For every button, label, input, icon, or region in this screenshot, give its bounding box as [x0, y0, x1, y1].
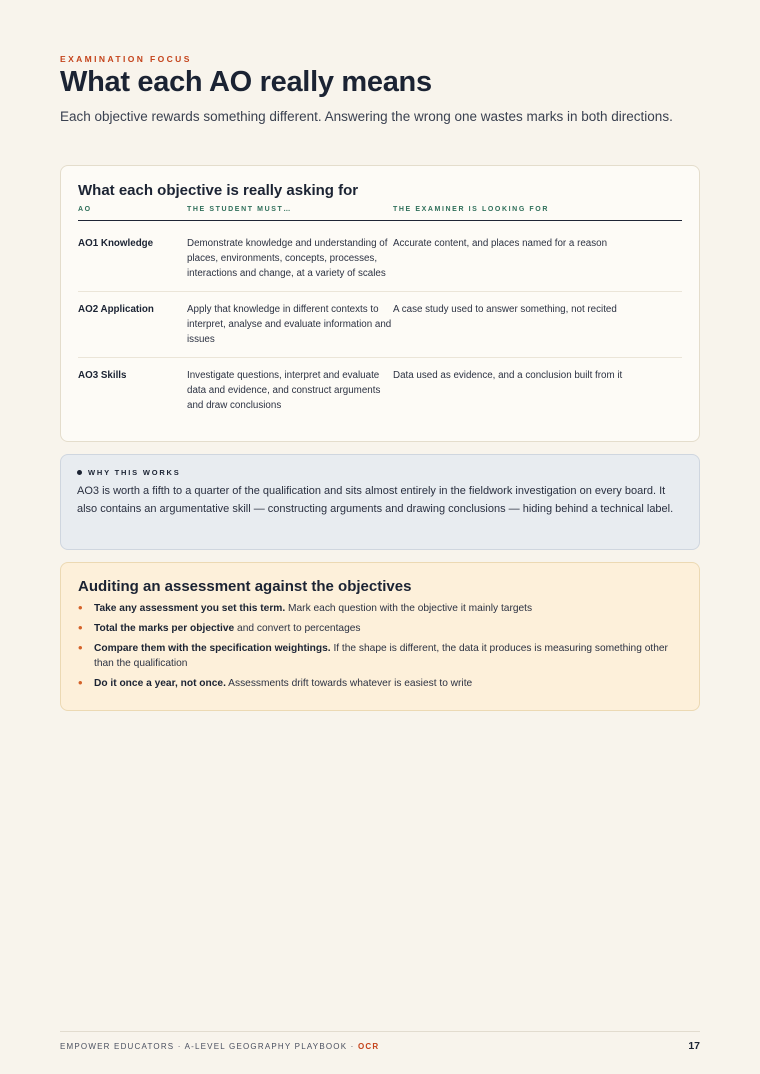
auditing-list: [78, 601, 682, 691]
why-text: AO3 is worth a fifth to a quarter of the qualification and sits almost entirely in the fieldwork investigation on every board. It also contains an argumentative skill — constructing arguments and drawing conclusions — hiding behind a technical label.: [77, 485, 674, 515]
bullet-dot-icon: [77, 470, 82, 475]
auditing-title: Auditing an assessment against the objectives: [78, 578, 412, 595]
bullet-icon: •: [78, 640, 83, 655]
table-row: [78, 358, 682, 423]
ao-name: AO1 Knowledge: [78, 238, 154, 249]
item-bold: Do it once a year, not once.: [94, 678, 226, 689]
column-header-ao: AO: [78, 206, 92, 213]
footer-text: EMPOWER EDUCATORS · A-LEVEL GEOGRAPHY PLAYBOOK ·: [60, 1041, 358, 1051]
table-header: [78, 206, 682, 221]
column-header-student: THE STUDENT MUST…: [187, 206, 292, 213]
table-row: [78, 221, 682, 292]
auditing-card: [60, 562, 700, 711]
item-rest: and convert to percentages: [234, 623, 361, 634]
item-bold: Compare them with the specification weightings.: [94, 643, 331, 654]
item-rest: If the shape is different, the data it produces is measuring something other than the qualification: [94, 643, 668, 669]
list-item: [78, 621, 682, 636]
item-rest: Assessments drift towards whatever is easiest to write: [225, 678, 473, 689]
bullet-icon: •: [78, 620, 83, 635]
ao-name: AO2 Application: [78, 304, 154, 315]
page-title: What each AO really means: [60, 66, 432, 98]
bullet-icon: •: [78, 600, 83, 615]
objectives-card: [60, 165, 700, 442]
column-header-examiner: THE EXAMINER IS LOOKING FOR: [393, 206, 549, 213]
section-eyebrow: EXAMINATION FOCUS: [60, 54, 192, 64]
why-label: WHY THIS WORKS: [88, 468, 181, 477]
list-item: [78, 641, 682, 671]
bullet-icon: •: [78, 675, 83, 690]
objectives-card-title: What each objective is really asking for: [78, 182, 359, 199]
why-this-works-callout: [60, 454, 700, 550]
student-must: Demonstrate knowledge and understanding of places, environments, concepts, processes, interactions and change, at a variety of scales: [187, 238, 388, 279]
item-bold: Take any assessment you set this term.: [94, 603, 286, 614]
page-footer: [60, 1031, 700, 1052]
item-rest: Mark each question with the objective it mainly targets: [285, 603, 533, 614]
item-bold: Total the marks per objective: [94, 623, 235, 634]
list-item: [78, 601, 682, 616]
examiner-looking-for: A case study used to answer something, not recited: [393, 304, 617, 315]
table-row: [78, 292, 682, 358]
list-item: [78, 676, 682, 691]
examiner-looking-for: Data used as evidence, and a conclusion built from it: [393, 370, 623, 381]
page-number: 17: [688, 1040, 700, 1052]
footer-brand: OCR: [357, 1041, 380, 1051]
examiner-looking-for: Accurate content, and places named for a reason: [393, 238, 608, 249]
student-must: Apply that knowledge in different contexts to interpret, analyse and evaluate information and issues: [187, 304, 392, 345]
page: [60, 0, 700, 1074]
page-subtitle: Each objective rewards something different. Answering the wrong one wastes marks in both directions.: [60, 109, 673, 124]
student-must: Investigate questions, interpret and evaluate data and evidence, and construct arguments and draw conclusions: [187, 370, 381, 411]
ao-name: AO3 Skills: [78, 370, 127, 381]
